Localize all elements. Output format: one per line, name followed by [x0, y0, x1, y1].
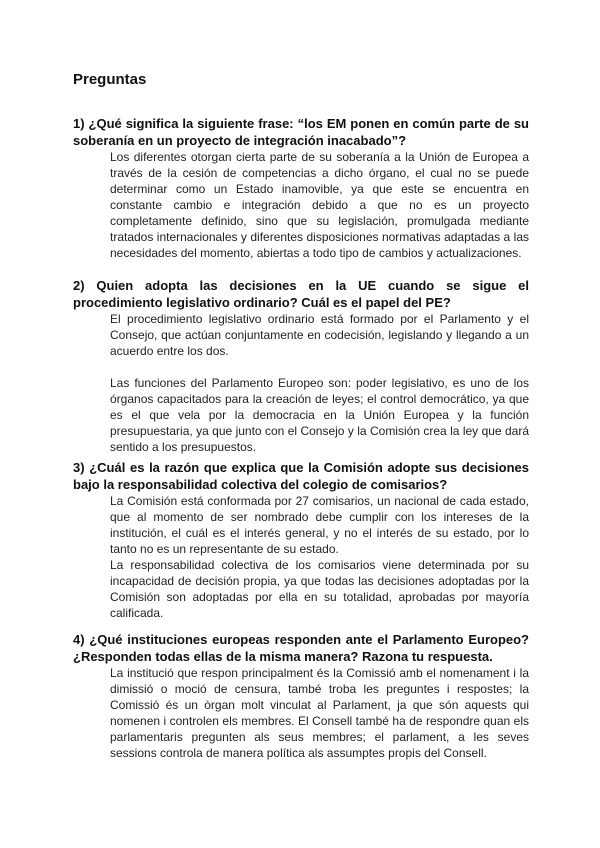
answer-paragraph: La Comisión está conformada por 27 comisarios, un nacional de cada estado, que al momento de ser nombrado debe cumplir con los intereses de la institución, el cuál es el interés general, y no el interés de su estado, por lo tanto no es un representante de su estado. [110, 494, 529, 556]
answer-paragraph: La responsabilidad colectiva de los comisarios viene determinada por su incapacidad de decisión propia, ya que todas las decisiones adoptadas por la Comisión son adoptadas por ella en su totalidad, aprobadas por mayoría calificada. [110, 558, 529, 620]
question-section-3 [73, 459, 529, 621]
answer-paragraph: Los diferentes otorgan cierta parte de su soberanía a la Unión de Europea a través de la cesión de competencias a dicho órgano, el cual no se puede determinar como un Estado inamovible, ya que este se encuentra en constante cambio e integración debido a que no es un proyecto completamente definido, sino que su legislación, promulgada mediante tratados internacionales y diferentes disposiciones normativas adaptadas a las necesidades del momento, abiertas a todo tipo de cambios y actualizaciones. [110, 150, 529, 260]
question-heading: 1) ¿Qué significa la siguiente frase: “los EM ponen en común parte de su soberanía en un proyecto de integración inacabado”? [73, 116, 529, 148]
answer-paragraph: Las funciones del Parlamento Europeo son: poder legislativo, es uno de los órganos capacitados para la creación de leyes; el control democrático, ya que es el que vela por la democracia en la Unión Europea y la función presupuestaria, ya que junto con el Consejo y la Comisión crea la ley que dará sentido a los presupuestos. [110, 376, 529, 454]
question-heading: 3) ¿Cuál es la razón que explica que la Comisión adopte sus decisiones bajo la responsabilidad colectiva del colegio de comisarios? [73, 460, 529, 492]
question-heading: 2) Quien adopta las decisiones en la UE cuando se sigue el procedimiento legislativo ordinario? Cuál es el papel del PE? [73, 278, 529, 310]
answer-paragraph: El procedimiento legislativo ordinario está formado por el Parlamento y el Consejo, que actúan conjuntamente en codecisión, legislando y llegando a un acuerdo entre los dos. [110, 312, 529, 358]
page-title: Preguntas [73, 71, 147, 88]
question-section-4 [73, 631, 529, 761]
question-section-1 [73, 115, 529, 261]
answer-paragraph: La institució que respon principalment és la Comissió amb el nomenament i la dimissió o moció de censura, també troba les preguntes i respostes; la Comissió és un òrgan molt vinculat al Parlament, ja que són aquests qui nomenen i controlen els membres. El Consell també ha de respondre quan els parlamentaris pregunten als seus membres; el parlament, a les seves sessions controla de manera política als assumptes propis del Consell. [110, 666, 529, 760]
question-heading: 4) ¿Qué instituciones europeas responden ante el Parlamento Europeo? ¿Responden todas ellas de la misma manera? Razona tu respuesta. [73, 632, 529, 664]
question-section-2 [73, 277, 529, 455]
